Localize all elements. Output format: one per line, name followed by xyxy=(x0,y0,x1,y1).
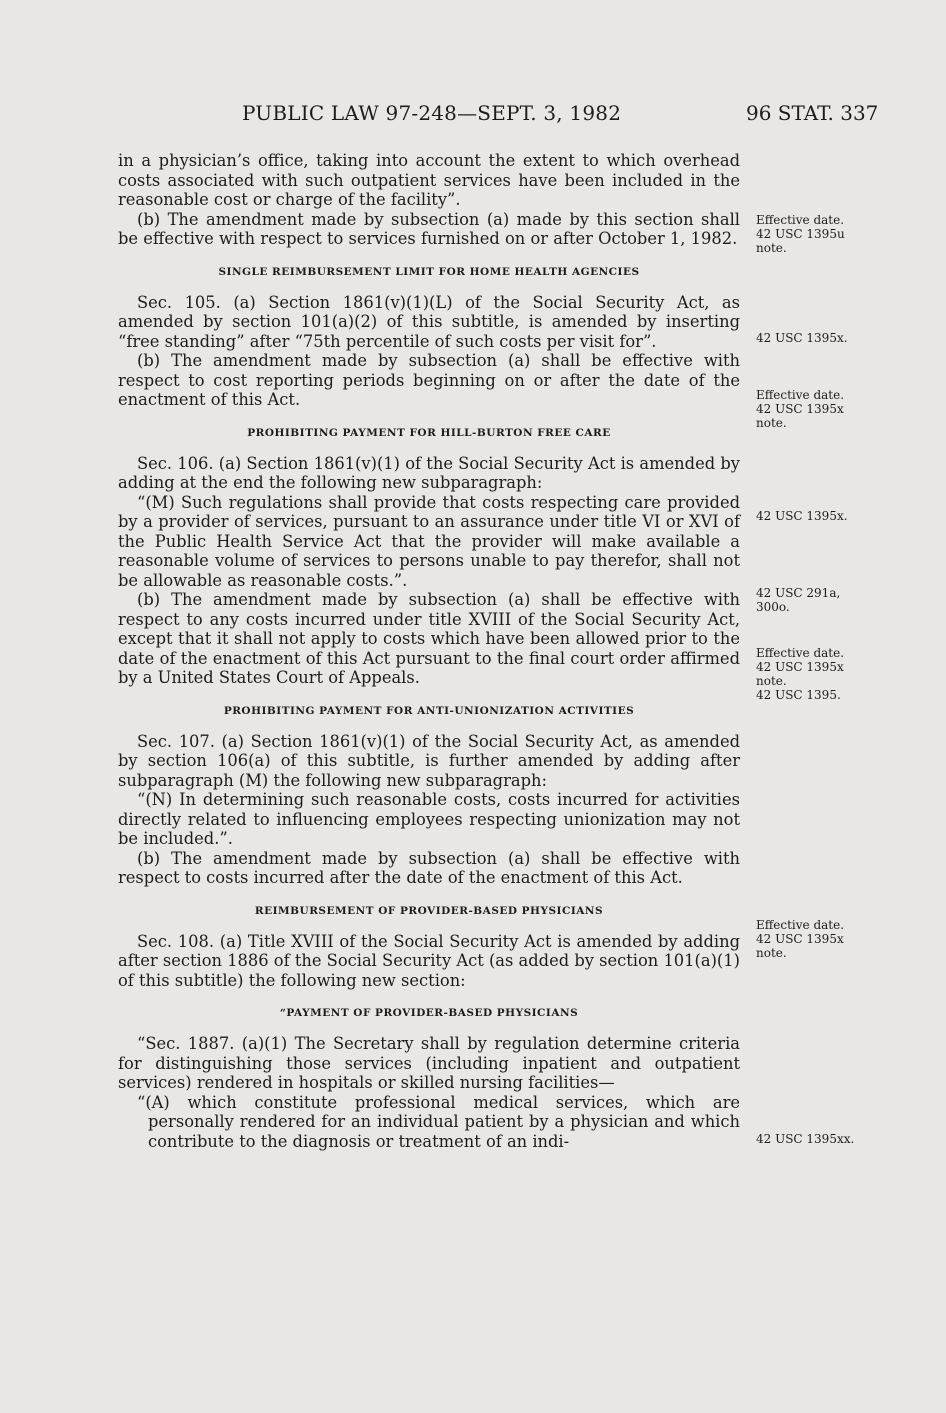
margin-note xyxy=(756,918,876,960)
paragraph: (b) The amendment made by subsection (a) made by this section shall be effective with respect to services furnished on or after October 1, 1982. xyxy=(118,209,740,248)
margin-note-line: 42 USC 291a, xyxy=(756,586,841,600)
margin-note-line: 300o. xyxy=(756,600,790,614)
margin-note xyxy=(756,331,876,345)
margin-note-line: 42 USC 1395x xyxy=(756,932,844,946)
section-heading: REIMBURSEMENT OF PROVIDER-BASED PHYSICIANS xyxy=(254,904,604,917)
paragraph: Sec. 108. (a) Title XVIII of the Social Security Act is amended by adding after section 1886 of the Social Security Act (as added by section 101(a)(1) of this subtitle) the following new section: xyxy=(118,931,740,990)
paragraph: Sec. 106. (a) Section 1861(v)(1) of the Social Security Act is amended by adding at the end the following new subparagraph: xyxy=(118,453,740,492)
paragraph: “(A) which constitute professional medical services, which are personally rendered for an individual patient by a physician and which contribute to the diagnosis or treatment of an indi- xyxy=(137,1092,740,1151)
section-heading: PROHIBITING PAYMENT FOR HILL-BURTON FREE CARE xyxy=(247,426,611,439)
section-heading: PROHIBITING PAYMENT FOR ANTI-UNIONIZATION ACTIVITIES xyxy=(223,704,635,717)
margin-note-line: note. xyxy=(756,946,787,960)
paragraph: (b) The amendment made by subsection (a) shall be effective with respect to cost reporting periods beginning on or after the date of the enactment of this Act. xyxy=(118,351,740,409)
margin-note-line: Effective date. xyxy=(756,213,845,227)
margin-note xyxy=(756,646,876,702)
margin-note-line: 42 USC 1395x xyxy=(756,660,844,674)
margin-note xyxy=(756,509,876,523)
paragraph: (b) The amendment made by subsection (a) shall be effective with respect to any costs incurred under title XVIII of the Social Security Act, except that it shall not apply to costs which have been allowed prior to the date of the enactment of this Act pursuant to the final court order affirmed by a United States Court of Appeals. xyxy=(118,590,740,687)
margin-note-line: Effective date. xyxy=(756,918,845,932)
margin-note-line: 42 USC 1395x. xyxy=(756,331,848,345)
margin-note-line: note. xyxy=(756,241,787,255)
paragraph: in a physician’s office, taking into account the extent to which overhead costs associated with such outpatient services have been included in the reasonable cost or charge of the facility”. xyxy=(118,151,740,209)
margin-note-line: 42 USC 1395x xyxy=(756,402,844,416)
page-header-title: PUBLIC LAW 97-248—SEPT. 3, 1982 xyxy=(242,101,622,125)
paragraph: Sec. 105. (a) Section 1861(v)(1)(L) of the Social Security Act, as amended by section 101(a)(2) of this subtitle, is amended by inserting “free standing” after “75th percentile of such costs per visit for”. xyxy=(118,292,740,351)
margin-note-line: Effective date. xyxy=(756,646,845,660)
section-heading: SINGLE REIMBURSEMENT LIMIT FOR HOME HEALTH AGENCIES xyxy=(218,265,640,278)
margin-note-line: Effective date. xyxy=(756,388,845,402)
margin-note-line: 42 USC 1395x. xyxy=(756,509,848,523)
paragraph: Sec. 107. (a) Section 1861(v)(1) of the Social Security Act, as amended by section 106(a) of this subtitle, is further amended by adding after subparagraph (M) the following new subparagraph: xyxy=(118,731,740,790)
margin-note-line: 42 USC 1395u xyxy=(756,227,845,241)
page-header-stat: 96 STAT. 337 xyxy=(746,101,879,125)
margin-note-line: 42 USC 1395. xyxy=(756,688,841,702)
margin-note xyxy=(756,388,876,430)
margin-note xyxy=(756,213,876,255)
section-heading: “PAYMENT OF PROVIDER-BASED PHYSICIANS xyxy=(279,1007,579,1019)
margin-note-line: 42 USC 1395xx. xyxy=(756,1132,855,1146)
margin-note-line: note. xyxy=(756,416,787,430)
main-text xyxy=(118,151,740,1151)
paragraph: (b) The amendment made by subsection (a) shall be effective with respect to costs incurred after the date of the enactment of this Act. xyxy=(118,848,740,887)
margin-note xyxy=(756,1132,876,1146)
margin-note xyxy=(756,586,876,614)
paragraph: “Sec. 1887. (a)(1) The Secretary shall by regulation determine criteria for distinguishing those services (including inpatient and outpatient services) rendered in hospitals or skilled nursing facilities— xyxy=(118,1034,740,1092)
paragraph: “(M) Such regulations shall provide that costs respecting care provided by a provider of services, pursuant to an assurance under title VI or XVI of the Public Health Service Act that the provider will make available a reasonable volume of services to persons unable to pay therefor, shall not be allowable as reasonable costs.”. xyxy=(118,492,740,590)
margin-note-line: note. xyxy=(756,674,787,688)
paragraph: “(N) In determining such reasonable costs, costs incurred for activities directly related to influencing employees respecting unionization may not be included.”. xyxy=(118,790,740,848)
